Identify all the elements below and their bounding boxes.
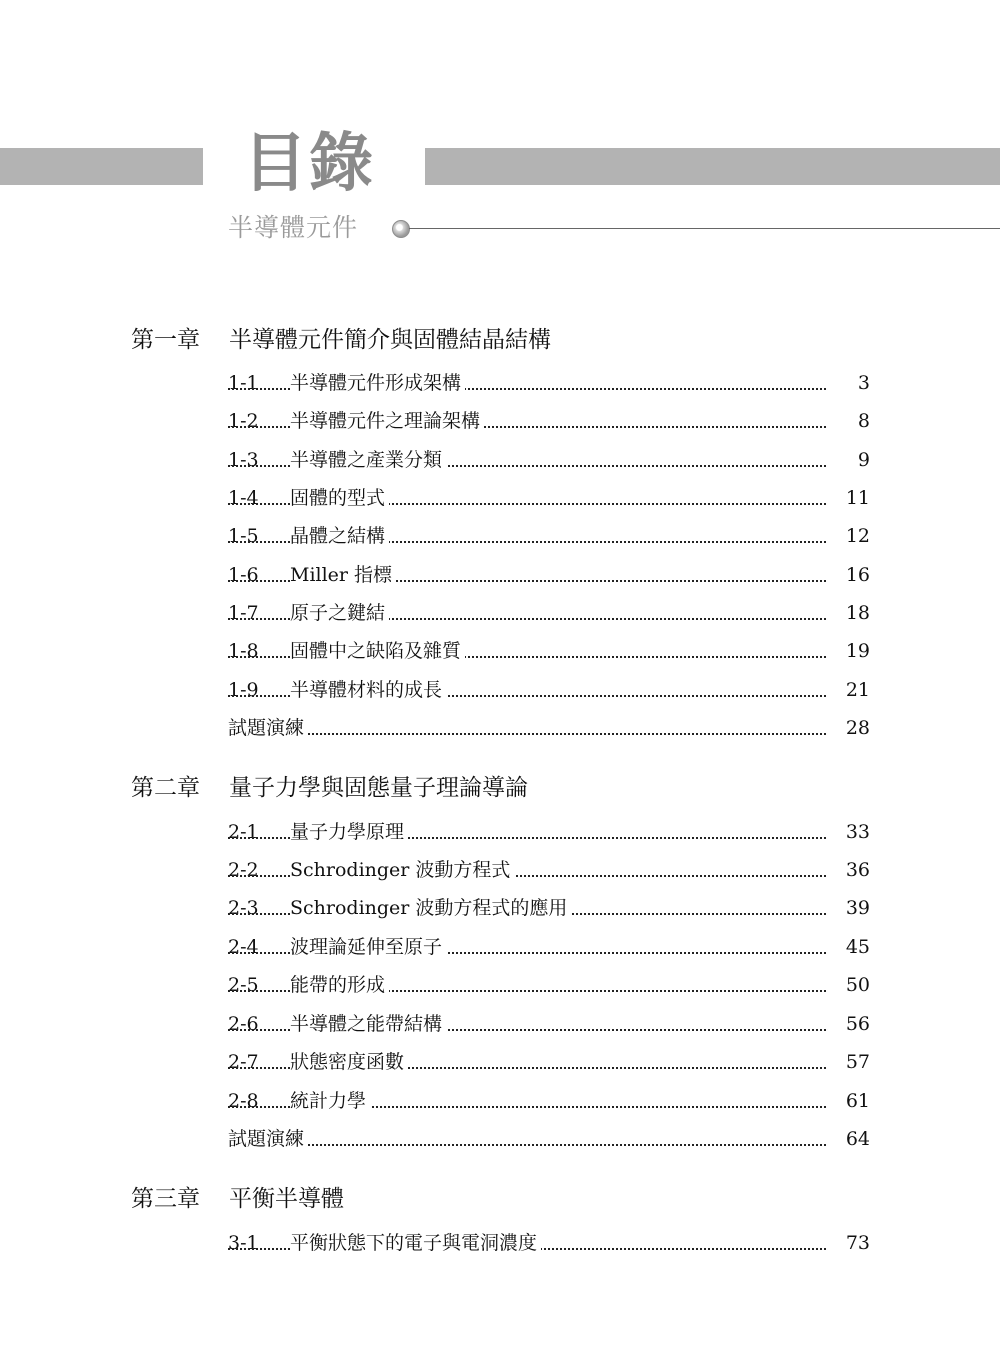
section-number: 1-5 [228, 525, 259, 547]
chapter-heading-1 [131, 325, 851, 355]
page-number: 33 [845, 821, 870, 843]
section-number: 2-4 [228, 936, 259, 958]
section-title: 平衡狀態下的電子與電洞濃度 [290, 1230, 541, 1256]
toc-entry-1-3[interactable] [228, 447, 870, 473]
toc-entry-1-5[interactable] [228, 523, 870, 549]
section-title: 半導體材料的成長 [290, 677, 446, 703]
page-number: 18 [845, 602, 870, 624]
toc-entry-2-3[interactable] [228, 895, 870, 921]
header-bar-right [425, 148, 1000, 185]
chapter-title: 半導體元件簡介與固體結晶結構 [229, 327, 551, 353]
section-number: 1-8 [228, 640, 259, 662]
chapter-label: 第一章 [131, 327, 200, 353]
section-title: 半導體之能帶結構 [290, 1011, 446, 1037]
toc-entry-exercises-1[interactable] [228, 715, 870, 741]
toc-entry-2-2[interactable] [228, 857, 870, 883]
toc-entry-2-6[interactable] [228, 1011, 870, 1037]
section-title: 半導體元件形成架構 [290, 370, 465, 396]
page-number: 36 [845, 859, 870, 881]
header-bar-left [0, 148, 203, 185]
page-number: 8 [857, 410, 870, 432]
dot-leader [228, 1144, 826, 1146]
section-number: 1-6 [228, 564, 259, 586]
page-subtitle: 半導體元件 [228, 213, 359, 242]
subtitle-rule [409, 228, 1000, 229]
section-title: 原子之鍵結 [290, 600, 389, 626]
section-number: 3-1 [228, 1232, 259, 1254]
chapter-title: 平衡半導體 [229, 1186, 344, 1212]
section-title: 量子力學原理 [290, 819, 408, 845]
page-number: 56 [845, 1013, 870, 1035]
section-title: 狀態密度函數 [290, 1049, 408, 1075]
page-number: 61 [845, 1090, 870, 1112]
page-number: 45 [845, 936, 870, 958]
toc-entry-2-8[interactable] [228, 1088, 870, 1114]
page-number: 19 [845, 640, 870, 662]
section-title: 半導體之產業分類 [290, 447, 446, 473]
section-title: 試題演練 [228, 1126, 308, 1152]
page-title: 目錄 [243, 127, 375, 201]
page-number: 39 [845, 897, 870, 919]
section-number: 1-9 [228, 679, 259, 701]
page-number: 11 [845, 487, 870, 509]
section-title: Schrodinger 波動方程式 [290, 857, 514, 883]
toc-entry-1-4[interactable] [228, 485, 870, 511]
toc-entry-2-4[interactable] [228, 934, 870, 960]
page-number: 16 [845, 564, 870, 586]
section-number: 2-5 [228, 974, 259, 996]
section-title: 波理論延伸至原子 [290, 934, 446, 960]
page-number: 50 [845, 974, 870, 996]
chapter-label: 第二章 [131, 775, 200, 801]
section-number: 2-3 [228, 897, 259, 919]
page-number: 12 [845, 525, 870, 547]
section-number: 1-3 [228, 449, 259, 471]
section-number: 2-7 [228, 1051, 259, 1073]
section-number: 2-8 [228, 1090, 259, 1112]
toc-entry-1-6[interactable] [228, 562, 870, 588]
chapter-title: 量子力學與固態量子理論導論 [229, 775, 528, 801]
section-title: Miller 指標 [290, 562, 396, 588]
section-number: 1-1 [228, 372, 259, 394]
chapter-label: 第三章 [131, 1186, 200, 1212]
page-number: 3 [857, 372, 870, 394]
section-title: 半導體元件之理論架構 [290, 408, 484, 434]
page-number: 57 [845, 1051, 870, 1073]
section-title: 能帶的形成 [290, 972, 389, 998]
section-title: 統計力學 [290, 1088, 370, 1114]
chapter-heading-3 [131, 1184, 851, 1214]
section-number: 1-2 [228, 410, 259, 432]
toc-entry-3-1[interactable] [228, 1230, 870, 1256]
page-number: 9 [857, 449, 870, 471]
toc-entry-2-7[interactable] [228, 1049, 870, 1075]
toc-entry-1-9[interactable] [228, 677, 870, 703]
section-title: Schrodinger 波動方程式的應用 [290, 895, 571, 921]
toc-entry-2-1[interactable] [228, 819, 870, 845]
page-number: 21 [845, 679, 870, 701]
toc-entry-2-5[interactable] [228, 972, 870, 998]
page-number: 28 [845, 717, 870, 739]
toc-entry-1-2[interactable] [228, 408, 870, 434]
section-title: 晶體之結構 [290, 523, 389, 549]
section-number: 2-6 [228, 1013, 259, 1035]
toc-entry-exercises-2[interactable] [228, 1126, 870, 1152]
section-title: 試題演練 [228, 715, 308, 741]
dot-leader [228, 733, 826, 735]
page-number: 73 [845, 1232, 870, 1254]
bullet-circle-icon [392, 220, 410, 238]
section-number: 2-2 [228, 859, 259, 881]
section-number: 2-1 [228, 821, 259, 843]
toc-entry-1-7[interactable] [228, 600, 870, 626]
section-number: 1-4 [228, 487, 259, 509]
page-number: 64 [845, 1128, 870, 1150]
chapter-heading-2 [131, 773, 851, 803]
section-title: 固體的型式 [290, 485, 389, 511]
toc-entry-1-8[interactable] [228, 638, 870, 664]
toc-entry-1-1[interactable] [228, 370, 870, 396]
section-number: 1-7 [228, 602, 259, 624]
section-title: 固體中之缺陷及雜質 [290, 638, 465, 664]
